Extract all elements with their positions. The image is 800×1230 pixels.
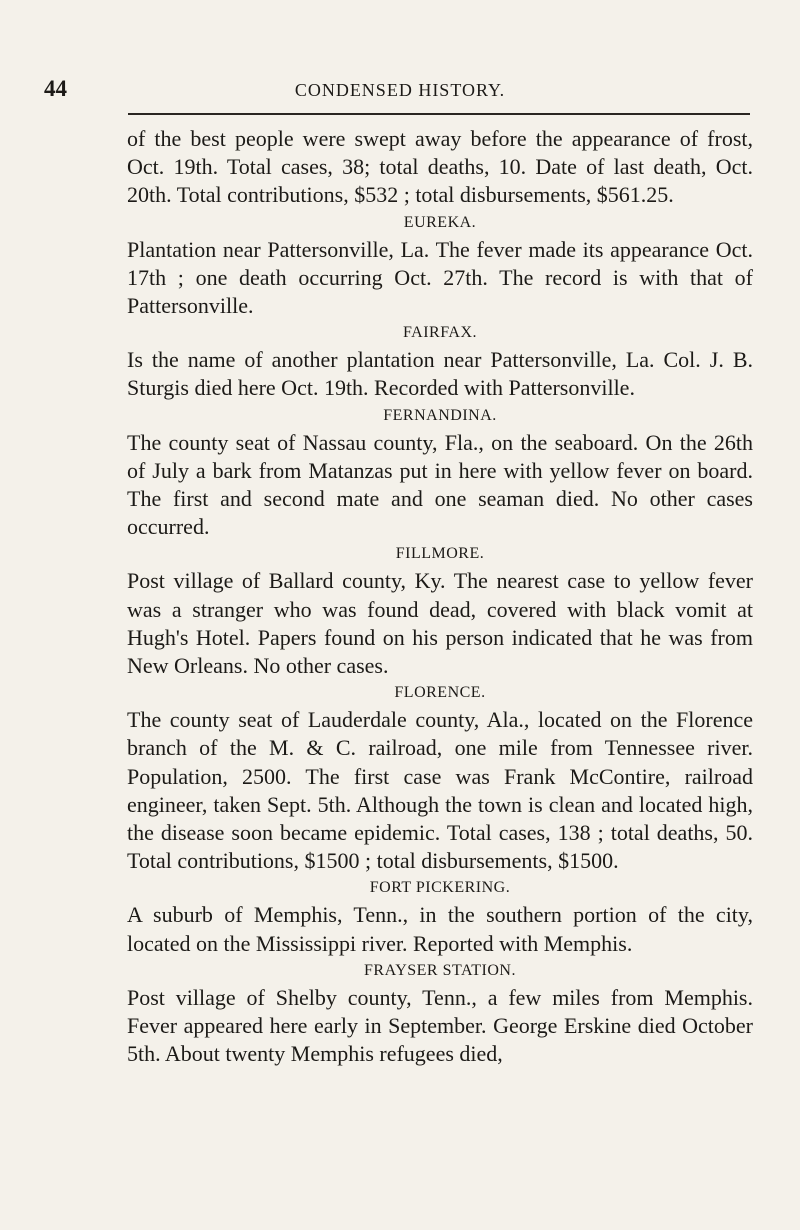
entry-text-fort-pickering: A suburb of Memphis, Tenn., in the southern portion of the city, located on the Mississippi river. Reported with Memphis. [127, 902, 753, 956]
entry-heading-fillmore: FILLMORE. [395, 545, 485, 563]
entry-heading-frayser-station: FRAYSER STATION. [364, 961, 516, 979]
entry-heading-florence: FLORENCE. [394, 684, 486, 702]
page-body [127, 125, 753, 1068]
entry-text-eureka: Plantation near Pattersonville, La. The fever made its appearance Oct. 17th ; one death occurring Oct. 27th. The record is with that of Pattersonville. [127, 236, 753, 319]
entry-heading-fort-pickering: FORT PICKERING. [369, 879, 511, 897]
entry-heading-fairfax: FAIRFAX. [402, 324, 478, 342]
entry-text-fernandina: The county seat of Nassau county, Fla., on the seaboard. On the 26th of July a bark from Matanzas put in here with yellow fever on board. The first and second mate and one seaman died. No other cases occurred. [127, 429, 753, 540]
entry-text-frayser-station: Post village of Shelby county, Tenn., a few miles from Memphis. Fever appeared here early in September. George Erskine died October 5th. About twenty Memphis refugees died, [127, 984, 753, 1067]
entry-text-florence: The county seat of Lauderdale county, Ala., located on the Florence branch of the M. & C. railroad, one mile from Tennessee river. Population, 2500. The first case was Frank McContire, railroad engineer, taken Sept. 5th. Although the town is clean and located high, the disease soon became epidemic. Total cases, 138 ; total deaths, 50. Total contributions, $1500 ; total disbursements, $1500. [127, 707, 753, 874]
continuation-paragraph: of the best people were swept away before the appearance of frost, Oct. 19th. Total cases, 38; total deaths, 10. Date of last death, Oct. 20th. Total contributions, $532 ; total disbursements, $561.25. [127, 126, 753, 208]
running-title: CONDENSED HISTORY. [294, 80, 506, 100]
entry-heading-fernandina: FERNANDINA. [383, 406, 497, 424]
entry-text-fairfax: Is the name of another plantation near Pattersonville, La. Col. J. B. Sturgis died here Oct. 19th. Recorded with Pattersonville. [127, 347, 753, 401]
page-number: 44 [44, 76, 67, 101]
header-rule [128, 113, 750, 115]
entry-heading-eureka: EUREKA. [403, 213, 477, 231]
entry-text-fillmore: Post village of Ballard county, Ky. The nearest case to yellow fever was a stranger who was found dead, covered with black vomit at Hugh's Hotel. Papers found on his person indicated that he was from New Orleans. No other cases. [127, 568, 753, 679]
